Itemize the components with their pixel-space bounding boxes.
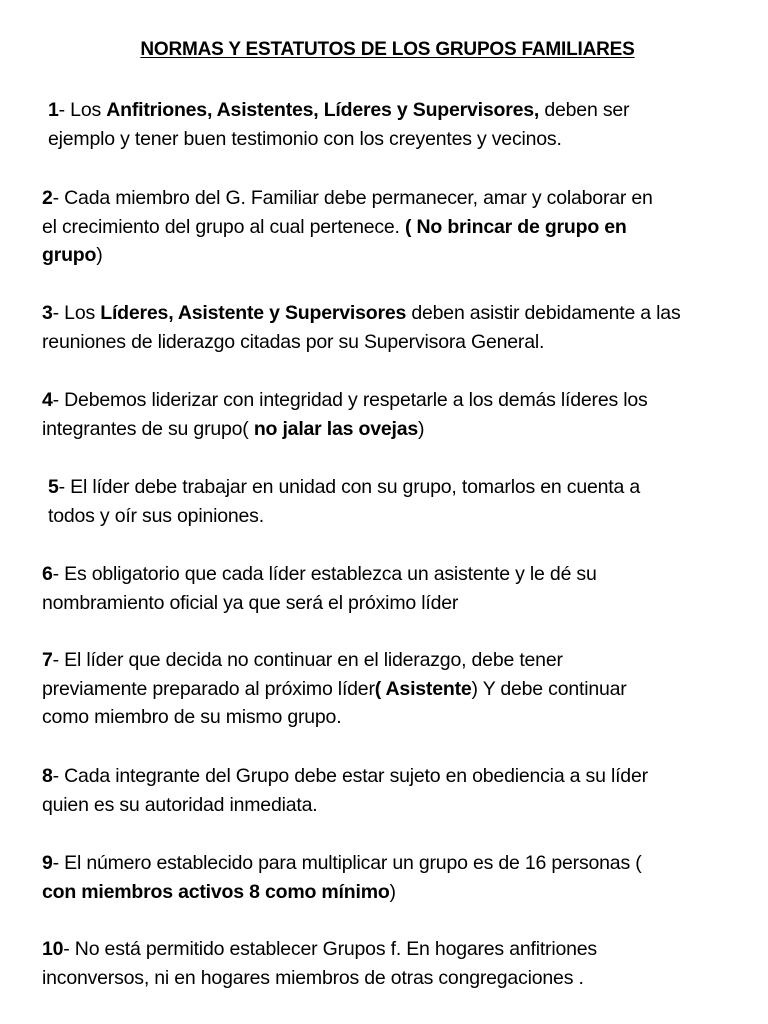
rule-line <box>42 386 732 415</box>
rule-line <box>48 125 738 154</box>
rule-9 <box>42 849 732 906</box>
rule-1 <box>42 96 738 153</box>
text: integrantes de su grupo( <box>42 417 254 440</box>
bold-text: 10 <box>42 938 64 960</box>
rule-line <box>42 184 732 213</box>
rule-3 <box>42 299 732 356</box>
text: - Debemos liderizar con integridad y respetarle a los demás líderes los <box>52 389 648 411</box>
bold-text: Líderes, Asistente y Supervisores <box>100 302 407 324</box>
rule-line <box>42 703 732 732</box>
rule-5 <box>42 473 738 530</box>
bold-text: 2 <box>42 187 53 209</box>
bold-text: 7 <box>42 649 53 671</box>
bold-text: 3 <box>42 302 53 324</box>
rule-line <box>48 502 738 531</box>
text: - Cada miembro del G. Familiar debe permanecer, amar y colaborar en <box>52 187 653 209</box>
rule-4 <box>42 386 732 443</box>
rule-7 <box>42 646 732 732</box>
text: todos y oír sus opiniones. <box>48 504 264 527</box>
text: - No está permitido establecer Grupos f. En hogares anfitriones <box>63 938 597 960</box>
text: nombramiento oficial ya que será el próximo líder <box>42 591 459 614</box>
rule-8 <box>42 762 732 819</box>
rule-line <box>42 791 732 820</box>
text: el crecimiento del grupo al cual pertenece. <box>42 215 405 238</box>
text: - El número establecido para multiplicar un grupo es de 16 personas ( <box>52 852 642 874</box>
text: - Los <box>52 302 101 324</box>
bold-text: con miembros activos 8 como mínimo <box>42 880 390 903</box>
bold-text: 8 <box>42 765 53 787</box>
rule-line <box>48 473 738 502</box>
rule-line <box>42 935 732 964</box>
rule-line <box>42 762 732 791</box>
bold-text: 1 <box>48 99 59 121</box>
document-title: NORMAS Y ESTATUTOS DE LOS GRUPOS FAMILIARES <box>140 39 635 60</box>
rule-line <box>42 560 732 589</box>
rule-line <box>42 849 732 878</box>
bold-text: ( Asistente <box>374 677 472 700</box>
rule-6 <box>42 560 732 617</box>
rule-line <box>42 878 732 907</box>
text: ) <box>389 880 396 903</box>
bold-text: 6 <box>42 563 53 585</box>
rule-line <box>42 675 732 704</box>
text: - Es obligatorio que cada líder establezca un asistente y le dé su <box>52 563 597 585</box>
text: previamente preparado al próximo líder <box>42 677 375 700</box>
text: - Los <box>58 99 107 121</box>
text: como miembro de su mismo grupo. <box>42 706 342 728</box>
bold-text: 9 <box>42 852 53 874</box>
rule-line <box>42 299 732 328</box>
text: reuniones de liderazgo citadas por su Supervisora General. <box>42 330 545 353</box>
rule-line <box>42 213 732 242</box>
rule-line <box>42 241 732 270</box>
text: ) Y debe continuar <box>471 677 627 700</box>
text: - El líder debe trabajar en unidad con su grupo, tomarlos en cuenta a <box>58 476 640 498</box>
rule-line <box>42 964 732 993</box>
bold-text: 4 <box>42 389 53 411</box>
bold-text: 5 <box>48 476 59 498</box>
bold-text: Anfitriones, Asistentes, Líderes y Supervisores, <box>106 99 540 121</box>
text: deben ser <box>539 99 630 121</box>
rule-line <box>42 415 732 444</box>
rule-line <box>42 646 732 675</box>
bold-text: ( No brincar de grupo en <box>405 215 627 238</box>
rule-line <box>42 589 732 618</box>
bold-text: grupo <box>42 244 97 266</box>
text: - Cada integrante del Grupo debe estar sujeto en obediencia a su líder <box>52 765 648 787</box>
text: - El líder que decida no continuar en el liderazgo, debe tener <box>52 649 563 671</box>
text: ) <box>418 417 425 440</box>
rule-2 <box>42 184 732 270</box>
text: ejemplo y tener buen testimonio con los creyentes y vecinos. <box>48 127 562 150</box>
rule-10 <box>42 935 732 992</box>
bold-text: no jalar las ovejas <box>253 417 419 440</box>
text: deben asistir debidamente a las <box>406 302 681 324</box>
rule-line <box>42 328 732 357</box>
text: ) <box>96 244 103 266</box>
text: inconversos, ni en hogares miembros de otras congregaciones . <box>42 966 584 989</box>
rule-line <box>48 96 738 125</box>
text: quien es su autoridad inmediata. <box>42 793 318 816</box>
